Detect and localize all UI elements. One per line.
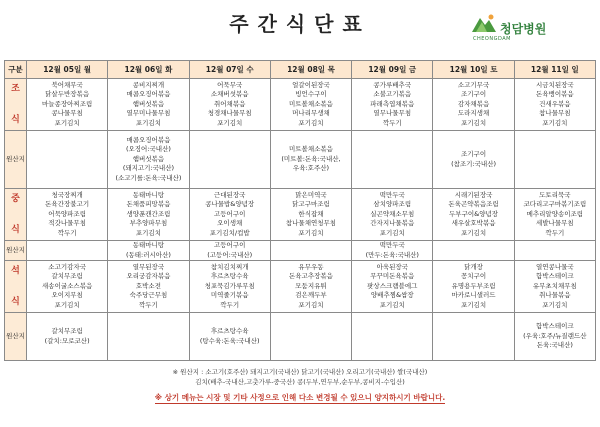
origin-line: 조기구이 — [460, 149, 487, 158]
menu-item: 참치김치찌개 — [210, 262, 249, 271]
menu-item: 맑은미역국 — [295, 190, 327, 199]
menu-cell — [352, 189, 433, 241]
menu-item: 포기김치 — [542, 118, 568, 127]
menu-item: 조기구이 — [460, 90, 487, 99]
menu-item: 생양푼캔간조림 — [126, 209, 171, 218]
menu-cell — [352, 79, 433, 131]
origin-cell — [514, 241, 595, 261]
menu-item: 유명용두부조림 — [451, 281, 496, 290]
menu-item: 오이생채 — [217, 219, 243, 228]
menu-item: 취어채볶음 — [214, 99, 246, 108]
menu-cell — [189, 189, 270, 241]
menu-item: 깍두기 — [545, 228, 565, 237]
menu-item: 갈치무조림 — [51, 272, 83, 281]
menu-item: 취나물볶음 — [539, 291, 571, 300]
menu-item: 깍두기 — [139, 301, 158, 310]
origin-line: 후르츠탕수육 — [210, 327, 249, 336]
menu-cell — [27, 189, 108, 241]
menu-item: 동태마니탕 — [132, 190, 165, 199]
origin-cell — [514, 313, 595, 361]
menu-item: 닭고구마조림 — [292, 200, 330, 209]
origin-line: (만두:돈육:국내산) — [365, 250, 419, 259]
page-title: 주간식단표 — [229, 12, 371, 36]
origin-line: 매콤오징어볶음 — [126, 135, 171, 144]
menu-cell — [108, 189, 189, 241]
origin-cell — [514, 131, 595, 189]
menu-item: 포기김치 — [460, 118, 487, 127]
menu-item: 포기김치 — [135, 228, 161, 237]
menu-item: 고등어구이 — [214, 209, 246, 218]
menu-item: 참나물채연청무침 — [285, 219, 337, 228]
menu-item: 돈육곤약볶음조림 — [448, 200, 499, 209]
menu-cell — [270, 261, 351, 313]
origin-cell — [108, 131, 189, 189]
origin-line: 햄버섯볶음 — [132, 154, 165, 163]
origin-footnote-line1: ※ 원산지 : 소고기(호주산) 돼지고기(국내산) 닭고기(국내산) 오리고기(국내산) 쌀(국내산) — [172, 368, 428, 376]
menu-item: 호박소전 — [135, 281, 161, 290]
menu-item: 도토리묵국 — [539, 190, 571, 199]
origin-line: (고등어:국내산) — [207, 250, 253, 259]
menu-item: 세발나물무침 — [536, 219, 574, 228]
origin-line: 떡만두국 — [379, 241, 405, 249]
menu-cell — [433, 189, 514, 241]
menu-item: 포기김치 — [298, 301, 324, 310]
origin-line: 돈육:국내산) — [536, 341, 573, 350]
origin-line: 고등어구이 — [214, 241, 246, 249]
menu-item: 떡만두국 — [379, 190, 405, 199]
dinner-row — [5, 261, 596, 313]
menu-item: 북어채무국 — [51, 80, 83, 89]
menu-item: 돈육뱅이볶음 — [536, 90, 574, 99]
menu-item: 돈육고추장볶음 — [289, 272, 333, 281]
menu-item: 마늘종장아찌조림 — [42, 99, 93, 108]
origin-cell — [352, 131, 433, 189]
origin-cell — [189, 131, 270, 189]
menu-item: 새우살호박볶음 — [451, 219, 496, 228]
menu-cell — [108, 261, 189, 313]
menu-item: 양배추찜&쌈장 — [370, 291, 414, 300]
origin-cell — [27, 131, 108, 189]
menu-item: 참나물무침 — [539, 109, 571, 118]
menu-item: 닭살두반장볶음 — [45, 90, 90, 99]
menu-item: 콩비지찌개 — [132, 80, 165, 89]
menu-item: 포기김치 — [460, 228, 487, 237]
day-header: 12월 05일 월 — [27, 61, 108, 79]
menu-item: 숙주당근무침 — [129, 291, 168, 300]
menu-item: 검은깨두부 — [295, 291, 327, 300]
menu-item: 얼갈이된장국 — [292, 80, 330, 89]
origin-label: 원산지 — [5, 241, 27, 261]
origin-line: (갈치:모로코산) — [44, 336, 90, 345]
breakfast-row — [5, 79, 596, 131]
menu-cell — [108, 79, 189, 131]
menu-item: 실곤약채소무침 — [370, 209, 415, 218]
menu-item: 청국장찌개 — [51, 190, 83, 199]
menu-item: 열연콩나물국 — [536, 262, 574, 271]
menu-item: 근대된장국 — [214, 190, 246, 199]
menu-item: 코다리고구마볶기조림 — [523, 200, 587, 209]
origin-cell — [270, 131, 351, 189]
menu-item: 미역줄기볶음 — [210, 291, 249, 300]
menu-item: 파래측엽채볶음 — [370, 99, 415, 108]
dinner-origin-row — [5, 313, 596, 361]
origin-cell — [270, 241, 351, 261]
menu-cell — [189, 79, 270, 131]
menu-item: 미트볼채소볶음 — [289, 99, 333, 108]
menu-item: 포기김치 — [298, 118, 324, 127]
menu-item: 포기김치 — [135, 118, 161, 127]
menu-item: 시래기된장국 — [454, 190, 493, 199]
menu-item: 포기김치 — [379, 228, 405, 237]
menu-item: 소고기감자국 — [48, 262, 86, 271]
menu-item: 머나리무생채 — [292, 109, 330, 118]
day-header: 12월 06일 화 — [108, 61, 189, 79]
menu-item: 소고기무국 — [457, 80, 490, 89]
menu-item: 돈육간장불고기 — [45, 200, 90, 209]
menu-item: 건새우볶음 — [539, 99, 571, 108]
day-header: 12월 07일 수 — [189, 61, 270, 79]
menu-item: 함박스테이크 — [536, 272, 574, 281]
menu-item: 깍두기 — [220, 301, 240, 310]
menu-item: 간자지나물볶음 — [370, 219, 415, 228]
menu-cell — [270, 79, 351, 131]
menu-cell — [270, 189, 351, 241]
menu-item: 열무미나물무침 — [126, 109, 171, 118]
menu-item: 닭개장 — [464, 262, 483, 271]
day-header: 12월 08일 목 — [270, 61, 351, 79]
origin-footnote-line2: 김치(배추-국내산,고춧가루-중국산) 콩(두부,연두부,순두부,콩비지-수입산) — [195, 378, 405, 386]
origin-cell — [27, 313, 108, 361]
hospital-logo — [470, 12, 594, 44]
menu-item: 청경채나물무침 — [207, 109, 252, 118]
dinner-label: 석 식 — [5, 261, 27, 313]
menu-cell — [433, 79, 514, 131]
menu-item: 빙언수구이 — [295, 90, 327, 99]
change-notice: ※ 상기 메뉴는 시장 및 기타 사정으로 인해 다소 변경될 수 있으니 양지하시기 바랍니다. — [154, 393, 446, 402]
menu-cell — [514, 79, 595, 131]
menu-item: 어묵양파조림 — [48, 209, 86, 218]
menu-item: 포기김치 — [54, 301, 80, 310]
day-header: 12월 09일 금 — [352, 61, 433, 79]
menu-item: 소불고기볶음 — [373, 90, 412, 99]
origin-cell — [27, 241, 108, 261]
menu-cell — [433, 261, 514, 313]
hospital-logo-text: 청담병원 — [500, 22, 547, 36]
menu-cell — [27, 79, 108, 131]
menu-item: 삼치양파조림 — [373, 200, 412, 209]
menu-item: 후르츠탕수육 — [210, 272, 249, 281]
menu-item: 포기김치 — [542, 301, 568, 310]
origin-line: 동태마니탕 — [132, 241, 165, 249]
origin-line: (우육:호주/뉴질랜드산 — [523, 331, 587, 340]
menu-item: 포기김치 — [54, 118, 80, 127]
menu-item: 오리궁감자볶음 — [126, 272, 171, 281]
menu-item: 감자채볶음 — [457, 99, 490, 108]
menu-item: 콩가루배추국 — [373, 80, 412, 89]
origin-line: (동태:러시아산) — [125, 250, 171, 259]
menu-item: 포기김치 — [379, 301, 405, 310]
origin-cell — [270, 313, 351, 361]
origin-cell — [433, 241, 514, 261]
menu-item: 도라지생채 — [457, 109, 490, 118]
menu-item: 소채버섯볶음 — [210, 90, 249, 99]
origin-line: 함박스테이크 — [536, 322, 574, 331]
origin-cell — [108, 313, 189, 361]
origin-cell — [352, 313, 433, 361]
origin-line: 미트볼채소볶음 — [289, 145, 333, 154]
origin-line: (미트볼:돈육:국내산, — [281, 154, 341, 163]
origin-line: 갈치무조림 — [51, 327, 83, 336]
menu-item: 콩나물무침 — [51, 109, 83, 118]
menu-item: 한식잡채 — [298, 209, 324, 218]
menu-item: 부추양파무침 — [129, 219, 168, 228]
menu-item: 햄버섯볶음 — [132, 99, 165, 108]
menu-item: 오이지무침 — [51, 291, 83, 300]
menu-item: 청포묵김가루무침 — [204, 281, 255, 290]
origin-line: 우육:호주산) — [292, 164, 330, 173]
origin-line: (소고기를:돈육:국내산) — [115, 173, 182, 182]
menu-cell — [352, 261, 433, 313]
day-header: 12월 10일 토 — [433, 61, 514, 79]
menu-cell — [514, 261, 595, 313]
menu-item: 돈채품피망볶음 — [126, 200, 171, 209]
menu-item: 유무초치채무침 — [532, 281, 577, 290]
menu-item: 두부구이&양념장 — [449, 209, 499, 218]
menu-item: 메추리알양송이조림 — [526, 209, 584, 218]
menu-item: 포기김치/컵밥 — [209, 228, 250, 237]
menu-cell — [27, 261, 108, 313]
origin-cell — [189, 313, 270, 361]
lunch-row — [5, 189, 596, 241]
menu-item: 마카로니샐러드 — [451, 291, 496, 300]
origin-line: (돼지고기:국내산) — [122, 164, 175, 173]
hospital-logo-icon — [470, 12, 498, 34]
menu-item: 포기김치 — [298, 228, 324, 237]
origin-label: 원산지 — [5, 313, 27, 361]
menu-item: 유무우동 — [298, 262, 324, 271]
lunch-label: 중 식 — [5, 189, 27, 241]
origin-line: (참조기:국내산) — [451, 159, 497, 168]
menu-item: 새송이굴소스볶음 — [42, 281, 93, 290]
origin-cell — [189, 241, 270, 261]
menu-item: 시금치된장국 — [536, 80, 574, 89]
origin-label: 원산지 — [5, 131, 27, 189]
origin-line: (탕수육:돈육:국내산) — [199, 336, 260, 345]
menu-item: 무꾸미돈육볶음 — [370, 272, 415, 281]
menu-cell — [189, 261, 270, 313]
menu-item: 팟상스크램블에그 — [367, 281, 418, 290]
menu-item: 열무나물무침 — [373, 109, 412, 118]
menu-item: 콩나물밥&양념장 — [205, 200, 255, 209]
weekly-menu-table — [4, 60, 596, 361]
menu-item: 매콤오징어볶음 — [126, 90, 171, 99]
menu-item: 깍두기 — [57, 228, 77, 237]
breakfast-label: 조 식 — [5, 79, 27, 131]
header-row — [5, 61, 596, 79]
menu-item: 아욱된장국 — [376, 262, 408, 271]
origin-line: (오징어:국내산) — [125, 145, 171, 154]
menu-item: 적갓나물무침 — [48, 219, 86, 228]
origin-cell — [108, 241, 189, 261]
menu-cell — [514, 189, 595, 241]
day-header: 12월 11일 일 — [514, 61, 595, 79]
menu-item: 어묵무국 — [217, 80, 243, 89]
menu-item: 깍두기 — [382, 118, 402, 127]
corner-header: 구분 — [5, 61, 27, 79]
menu-item: 포기김치 — [217, 118, 243, 127]
origin-cell — [433, 313, 514, 361]
menu-item: 포기김치 — [460, 301, 487, 310]
menu-item: 열무된장국 — [132, 262, 165, 271]
hospital-logo-subtext: CHEONGDAM — [473, 36, 511, 42]
origin-cell — [433, 131, 514, 189]
menu-item: 모둠지유튀 — [295, 281, 327, 290]
lunch-origin-row — [5, 241, 596, 261]
breakfast-origin-row — [5, 131, 596, 189]
menu-item: 꽁치구이 — [460, 272, 487, 281]
origin-cell — [352, 241, 433, 261]
